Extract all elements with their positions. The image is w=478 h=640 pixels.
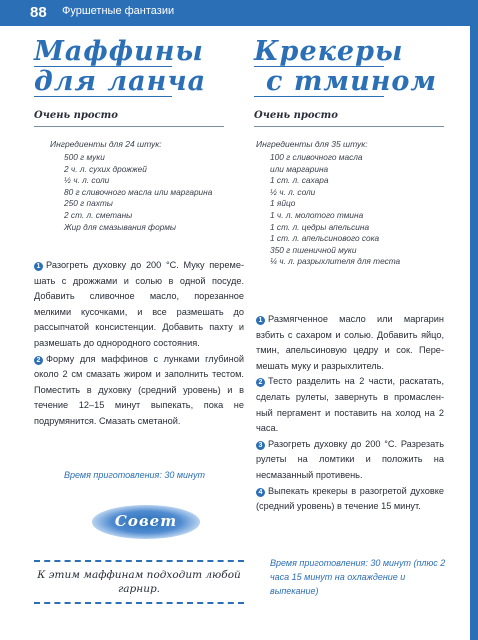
- step-number-icon: 2: [256, 378, 265, 387]
- ingredient-item: 2 ч. л. сухих дрожжей: [64, 163, 147, 174]
- step-text: Тесто разделить на 2 части, раскатать, сделать рулеты, завернуть в промасленный пергамент и поставить на холод на 2 часа.: [256, 376, 444, 434]
- page-number: 88: [30, 4, 47, 21]
- ingredient-item: 350 г пшеничной муки: [270, 244, 357, 255]
- right-title-underline-1: [254, 66, 384, 67]
- left-ingredients-label: Ингредиенты для 24 штук:: [50, 139, 162, 149]
- left-recipe-title-line1: Маффины: [34, 36, 204, 67]
- left-title-underline-2: [34, 96, 172, 97]
- header-band: [0, 0, 478, 26]
- right-difficulty-rule: [254, 126, 444, 127]
- ingredient-item: 100 г сливочного масла: [270, 152, 363, 162]
- ingredient-item: 2 ст. л. сметаны: [64, 209, 133, 220]
- section-title: Фуршетные фантазии: [62, 5, 175, 17]
- tip-bottom-rule: [34, 602, 244, 604]
- right-recipe-title-line1: Крекеры: [254, 36, 404, 67]
- step-number-icon: 4: [256, 488, 265, 497]
- step-text: Разогреть духовку до 200 °С. Муку перемешать с дрожжами и солью в одной посуде. Добавить сливочное масло, порезанное мелкими кусочками, и все размешать до рассыпчатой консистенции. Добавить пахту и размешать до однородного состояния.: [34, 260, 244, 348]
- tip-badge: [92, 505, 200, 539]
- ingredient-item: 1 ст. л. апельсинового сока: [270, 233, 380, 244]
- ingredient-item: 1 ст. л. цедры апельсина: [270, 221, 370, 232]
- tip-label: Совет: [114, 512, 178, 530]
- instruction-step: [256, 437, 444, 484]
- ingredient-item: 1 ст. л. сахара: [270, 175, 329, 186]
- right-difficulty-label: Очень просто: [254, 110, 338, 121]
- left-difficulty-rule: [34, 126, 224, 127]
- step-text: Размягченное масло или маргарин взбить с сахаром и солью. Добавить яйцо, тмин, апельсиновую цедру и сок. Перемешать муку и разрыхлитель.: [256, 314, 444, 371]
- tip-text: К этим маффинам подходит любой гарнир.: [37, 569, 241, 595]
- right-recipe-title-line2: с тмином: [266, 66, 438, 97]
- right-ingredients-label: Ингредиенты для 35 штук:: [256, 139, 368, 149]
- page-edge-bar: [470, 0, 478, 640]
- tip-top-rule: [34, 560, 244, 562]
- instruction-step: [256, 484, 444, 515]
- left-ingredients-list: [64, 152, 212, 233]
- step-number-icon: 2: [34, 356, 43, 365]
- instruction-step: [256, 312, 444, 374]
- left-cooking-time: Время приготовления: 30 минут: [64, 470, 205, 480]
- right-title-underline-2: [254, 96, 384, 97]
- left-title-underline-1: [34, 66, 172, 67]
- right-ingredients-list: [270, 152, 400, 268]
- left-instructions: [34, 258, 244, 430]
- step-number-icon: 1: [34, 262, 43, 271]
- ingredient-item: 80 г сливочного масла или маргарина: [64, 186, 213, 197]
- ingredient-item: 1 яйцо: [270, 198, 296, 209]
- instruction-step: [256, 374, 444, 436]
- ingredient-item: ¼ ч. л. разрыхлителя для теста: [270, 256, 401, 267]
- ingredient-item: 500 г муки: [64, 152, 105, 162]
- left-difficulty-label: Очень просто: [34, 110, 118, 121]
- ingredient-item: ½ ч. л. соли: [270, 186, 316, 197]
- ingredient-item: 250 г пахты: [64, 198, 113, 209]
- left-recipe-title-line2: для ланча: [34, 66, 207, 97]
- ingredient-item: или маргарина: [270, 163, 329, 174]
- right-cooking-time: Время приготовления: 30 минут (плюс 2 часа 15 минут на охлаждение и выпекание): [270, 558, 446, 596]
- ingredient-item: Жир для смазывания формы: [64, 221, 177, 232]
- right-instructions: [256, 312, 444, 515]
- step-number-icon: 3: [256, 441, 265, 450]
- ingredient-item: ½ ч. л. соли: [64, 175, 110, 186]
- ingredient-item: 1 ч. л. молотого тмина: [270, 209, 364, 220]
- step-text: Разогреть духовку до 200 °С. Разрезать рулеты на ломтики и положить на несмазанный противень.: [256, 438, 444, 480]
- instruction-step: [34, 352, 244, 430]
- step-number-icon: 1: [256, 316, 265, 325]
- step-text: Выпекать крекеры в разогретой духовке (средний уровень) в течение 15 минут.: [256, 485, 444, 512]
- step-text: Форму для маффинов с лунками глубиной около 2 см смазать жиром и заполнить тестом. Поместить в духовку (средний уровень) и в течение 12–15 минут выпекать, пока не подрумянится. Смазать сметаной.: [34, 353, 244, 426]
- instruction-step: [34, 258, 244, 352]
